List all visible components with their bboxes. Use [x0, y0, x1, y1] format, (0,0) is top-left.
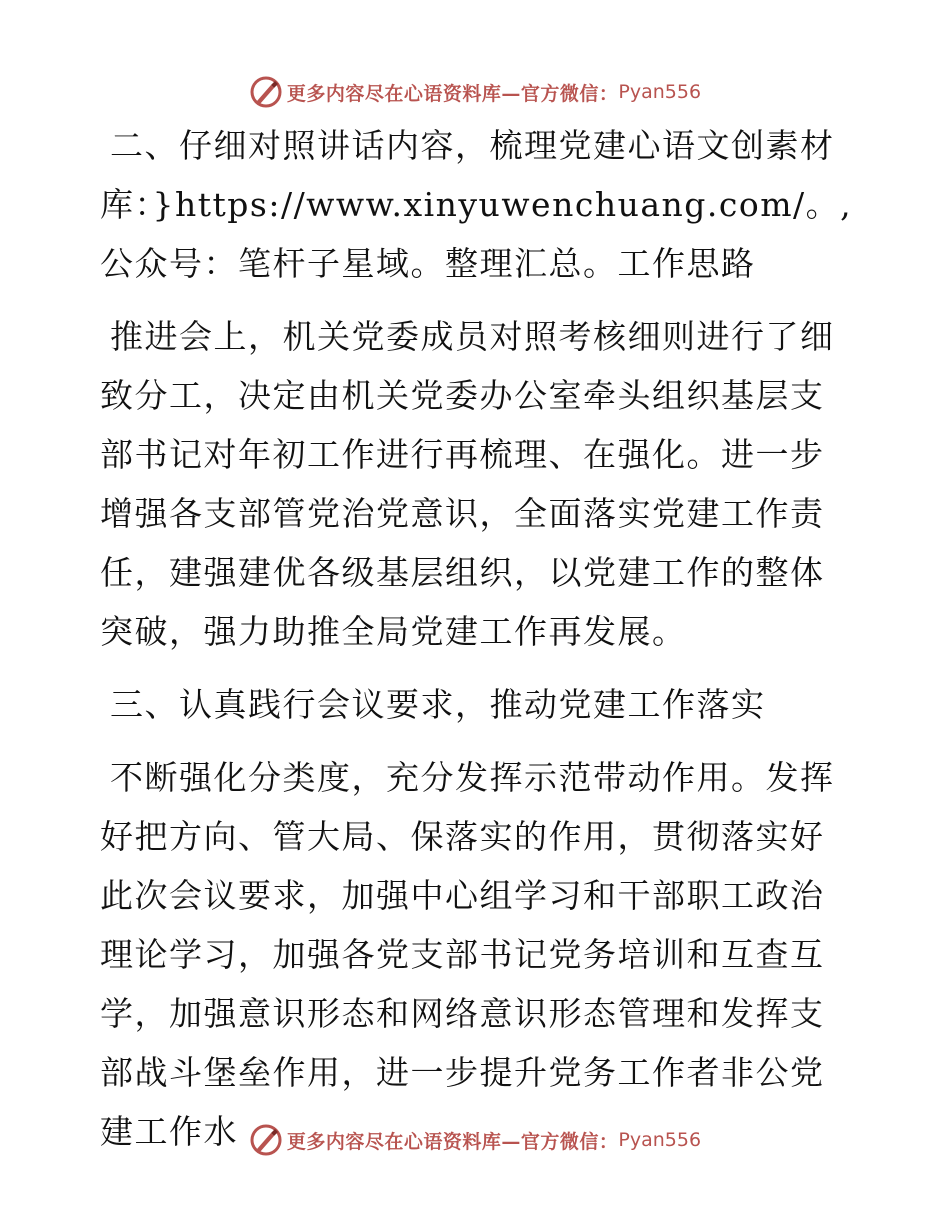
watermark-wechat-id: Pyan556 [618, 1129, 702, 1151]
pen-logo-icon [249, 1123, 283, 1157]
watermark-footer [0, 1120, 950, 1160]
watermark-text: 更多内容尽在心语资料库—官方微信： [286, 82, 619, 105]
section-heading-3: 三、认真践行会议要求，推动党建工作落实 [110, 685, 766, 724]
body-paragraph: 不断强化分类度，充分发挥示范带动作用。发挥好把方向、管大局、保落实的作用，贯彻落实好此次会议要求，加强中心组学习和干部职工政治理论学习，加强各党支部书记党务培训和互查互学，加强意识形态和网络意识形态管理和发挥支部战斗堡垒作用，进一步提升党务工作者非公党建工作水 [100, 758, 835, 1151]
watermark-wechat-id: Pyan556 [618, 81, 702, 103]
watermark-text: 更多内容尽在心语资料库—官方微信： [286, 1130, 619, 1153]
pen-logo-icon [249, 75, 283, 109]
watermark-header [0, 72, 950, 112]
body-paragraph: 推进会上，机关党委成员对照考核细则进行了细致分工，决定由机关党委办公室牵头组织基层支部书记对年初工作进行再梳理、在强化。进一步增强各支部管党治党意识，全面落实党建工作责任，建强建优各级基层组织，以党建工作的整体突破，强力助推全局党建工作再发展。 [100, 317, 835, 651]
document-body [100, 116, 852, 1175]
section-heading-2: 二、仔细对照讲话内容，梳理党建心语文创素材库：}https://www.xinyuwenchuang.com/。,公众号：笔杆子星域。整理汇总。工作思路 [100, 126, 853, 283]
